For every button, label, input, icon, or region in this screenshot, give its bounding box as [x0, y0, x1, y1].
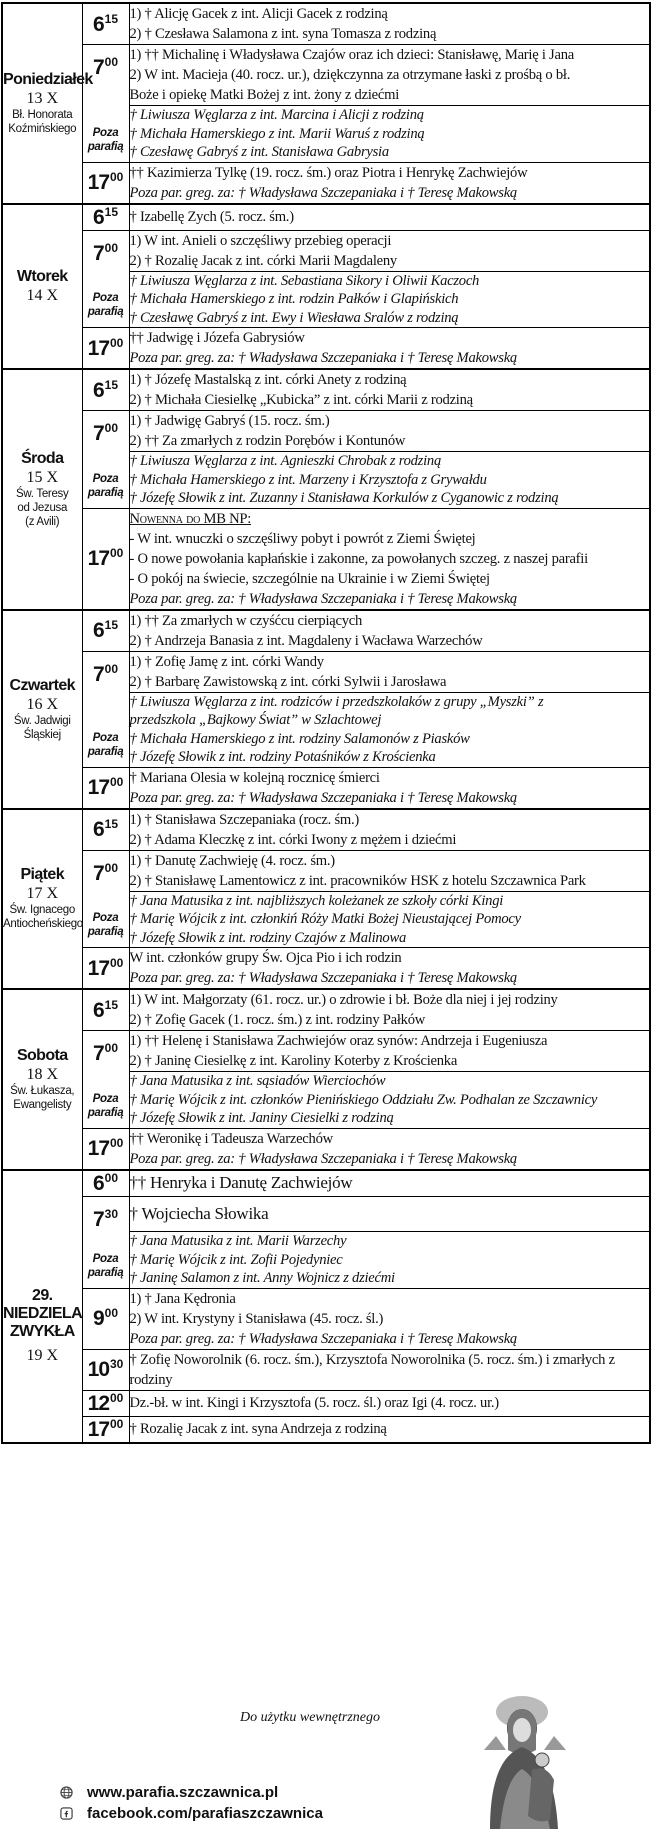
- poza-parafia-label: [82, 891, 129, 948]
- mass-row: [2, 230, 650, 271]
- poza-label-text: parafią: [87, 1106, 124, 1119]
- day-feast: Św. Łukasza,: [10, 1084, 75, 1097]
- intention-line: †† Kazimierza Tylkę (19. rocz. śm.) oraz Piotra i Henrykę Zachwiejów: [129, 164, 528, 181]
- intention-line: † Rozalię Jacak z int. syna Andrzeja z rodziną: [129, 1421, 387, 1437]
- gregorian-mass-note: Poza par. greg. za: † Władysława Szczepaniaka i † Teresę Makowską: [129, 1150, 517, 1167]
- day-feast: Św. Teresy: [16, 487, 69, 500]
- time-hour: 7: [92, 662, 104, 686]
- contact-links: [60, 1782, 323, 1824]
- intention-line: 2) W int. Krystyny i Stanisława (45. rocz. śl.): [129, 1310, 384, 1327]
- mass-time: [82, 369, 129, 411]
- poza-parafia-intentions: [129, 692, 650, 767]
- intention-line: 2) † Andrzeja Banasia z int. Magdaleny i Wacława Warzechów: [129, 632, 483, 649]
- intention-line: W int. członków grupy Św. Ojca Pio i ich rodzin: [129, 950, 402, 966]
- internal-use-note: Do użytku wewnętrznego: [240, 1710, 380, 1725]
- time-hour: 6: [92, 12, 104, 36]
- day-name: Piątek: [20, 866, 65, 884]
- day-name: ZWYKŁA: [9, 1323, 75, 1340]
- intention-line: † Józefę Słowik z int. Janiny Ciesielki z rodziną: [129, 1110, 394, 1126]
- intention-line: † Józefę Słowik z int. rodziny Potaśników z Krościenka: [129, 749, 436, 765]
- day-name: Poniedziałek: [3, 70, 93, 88]
- intention-line: † Michała Hamerskiego z int. rodziny Salamonów z Piasków: [129, 730, 470, 747]
- mass-time: [82, 1416, 129, 1443]
- poza-parafia-row: [2, 692, 650, 767]
- intention-line: 2) † Adama Kleczkę z int. córki Iwony z mężem i dziećmi: [129, 831, 457, 848]
- mass-time: [82, 767, 129, 809]
- day-feast: Św. Ignacego: [9, 904, 75, 917]
- mass-time: [82, 1288, 129, 1349]
- mass-row: [2, 809, 650, 851]
- intention-line: 2) † Zofię Gacek (1. rocz. śm.) z int. rodziny Pałków: [129, 1012, 426, 1028]
- mass-time: [82, 809, 129, 851]
- intention-line: † Liwiusza Węglarza z int. Marcina i Alicji z rodziną: [129, 107, 424, 123]
- intention-line: † Wojciecha Słowika: [129, 1203, 269, 1223]
- mass-time: [82, 230, 129, 271]
- time-minutes: 00: [110, 1390, 124, 1405]
- time-hour: 9: [92, 1307, 104, 1330]
- intention-line: † Marię Wójcik z int. Zofii Pojedyniec: [129, 1251, 343, 1268]
- mass-intentions: [129, 1170, 650, 1197]
- intention-line: † Liwiusza Węglarza z int. rodziców i przedszkolaków z grupy „Myszki” z: [129, 693, 544, 710]
- mass-row: [2, 1416, 650, 1443]
- time-minutes: 30: [104, 1206, 119, 1221]
- intention-line: † Józefę Słowik z int. Zuzanny i Stanisława Korkulów z Cyganowic z rodziną: [129, 490, 559, 506]
- day-date: 13 X: [26, 89, 59, 107]
- time-hour: 7: [92, 861, 104, 885]
- mass-row: [2, 45, 650, 106]
- intention-line: † Michała Hamerskiego z int. Marii Waruś z rodziną: [129, 125, 425, 142]
- poza-label-text: Poza: [92, 731, 119, 744]
- time-hour: 12: [87, 1391, 109, 1415]
- mass-time: [82, 1128, 129, 1170]
- intention-line: † Jana Matusika z int. najbliższych koleżanek ze szkoły córki Kingi: [129, 892, 504, 909]
- time-minutes: 30: [110, 1357, 124, 1371]
- time-minutes: 15: [104, 204, 119, 219]
- day-label: [2, 204, 82, 370]
- day-label: [2, 809, 82, 990]
- time-minutes: 00: [104, 860, 119, 875]
- poza-label-text: parafią: [87, 140, 124, 153]
- mass-time: [82, 3, 129, 45]
- day-label: [2, 1170, 82, 1443]
- mass-schedule-table: [1, 2, 651, 1444]
- mass-intentions: [129, 230, 650, 271]
- gregorian-mass-note: Poza par. greg. za: † Władysława Szczepaniaka i † Teresę Makowską: [129, 590, 517, 607]
- poza-parafia-intentions: [129, 271, 650, 328]
- gregorian-mass-note: Poza par. greg. za: † Władysława Szczepaniaka i † Teresę Makowską: [129, 970, 517, 986]
- intention-line: 1) †† Helenę i Stanisława Zachwiejów oraz synów: Andrzeja i Eugeniusza: [129, 1033, 548, 1049]
- intention-line: 1) †† Za zmarłych w czyśćcu cierpiących: [129, 612, 363, 629]
- intention-line: - O pokój na świecie, szczególnie na Ukrainie i w Ziemi Świętej: [129, 570, 490, 587]
- day-date: 19 X: [26, 1347, 59, 1364]
- time-minutes: 15: [104, 377, 119, 392]
- sunday-number: 29.: [32, 1287, 53, 1304]
- mass-time: [82, 328, 129, 370]
- time-minutes: 00: [110, 170, 124, 184]
- mass-time: [82, 1170, 129, 1197]
- day-label: [2, 369, 82, 610]
- mass-intentions: [129, 767, 650, 809]
- mass-row: [2, 948, 650, 990]
- time-minutes: 00: [110, 775, 124, 789]
- time-hour: 17: [87, 776, 109, 799]
- intention-line: †† Henryka i Danutę Zachwiejów: [129, 1173, 353, 1192]
- intention-line: † Jana Matusika z int. Marii Warzechy: [129, 1233, 347, 1249]
- time-minutes: 00: [110, 1416, 124, 1431]
- time-hour: 6: [92, 205, 104, 229]
- day-name: Sobota: [16, 1046, 68, 1064]
- globe-icon: [60, 1786, 73, 1799]
- mass-time: [82, 162, 129, 204]
- mass-intentions: [129, 1196, 650, 1232]
- time-minutes: 15: [104, 997, 119, 1012]
- mass-intentions: [129, 1349, 650, 1390]
- intention-line: 2) † Stanisławę Lamentowicz z int. pracowników HSK z hotelu Szczawnica Park: [129, 872, 586, 889]
- mass-intentions: [129, 1416, 650, 1443]
- mass-row: [2, 767, 650, 809]
- gregorian-mass-note: Poza par. greg. za: † Władysława Szczepaniaka i † Teresę Makowską: [129, 789, 517, 806]
- intention-line: 1) † Zofię Jamę z int. córki Wandy: [129, 653, 324, 670]
- day-feast: Św. Jadwigi: [13, 714, 71, 727]
- poza-parafia-intentions: [129, 891, 650, 948]
- mass-row: [2, 3, 650, 45]
- intention-line: †† Jadwigę i Józefa Gabrysiów: [129, 330, 305, 346]
- poza-label-text: Poza: [92, 292, 119, 304]
- time-hour: 7: [92, 1042, 104, 1065]
- time-minutes: 15: [104, 11, 119, 26]
- intention-line: †† Weronikę i Tadeusza Warzechów: [129, 1130, 333, 1147]
- intention-line: † Zofię Noworolnik (6. rocz. śm.), Krzysztofa Noworolnika (5. rocz. śm.) i zmarłych z rodziny: [129, 1351, 615, 1388]
- poza-parafia-label: [82, 1232, 129, 1289]
- mass-time: [82, 1031, 129, 1072]
- mass-intentions: [129, 508, 650, 610]
- mass-time: [82, 948, 129, 990]
- intention-line: 1) W int. Anieli o szczęśliwy przebieg operacji: [129, 232, 392, 249]
- intention-line: 2) † Rozalię Jacak z int. córki Marii Magdaleny: [129, 252, 397, 269]
- day-label: [2, 610, 82, 809]
- poza-label-text: parafią: [87, 306, 124, 318]
- intention-line: 2) † Michała Ciesielkę „Kubicka” z int. córki Marii z rodziną: [129, 392, 473, 408]
- mass-row: [2, 1128, 650, 1170]
- intention-line: przedszkola „Bajkowy Świat” w Szlachtowej: [129, 712, 382, 728]
- time-hour: 6: [92, 378, 104, 402]
- mass-row: [2, 1170, 650, 1197]
- mass-intentions: [129, 651, 650, 692]
- mass-intentions: [129, 1031, 650, 1072]
- mass-intentions: [129, 328, 650, 370]
- mass-row: [2, 1288, 650, 1349]
- poza-parafia-intentions: [129, 1232, 650, 1289]
- mass-row: [2, 850, 650, 891]
- intention-line: - W int. wnuczki o szczęśliwy pobyt i powrót z Ziemi Świętej: [129, 530, 476, 547]
- intention-line: Dz.-bł. w int. Kingi i Krzysztofa (5. rocz. śl.) oraz Igi (4. rocz. ur.): [129, 1395, 499, 1411]
- mass-row: [2, 1349, 650, 1390]
- mass-time: [82, 850, 129, 891]
- mass-row: [2, 1196, 650, 1232]
- poza-label-text: Poza: [92, 472, 119, 485]
- poza-parafia-row: [2, 271, 650, 328]
- time-hour: 7: [92, 56, 104, 79]
- facebook-url[interactable]: facebook.com/parafiaszczawnica: [87, 1805, 323, 1822]
- mass-time: [82, 1390, 129, 1416]
- mass-time: [82, 1196, 129, 1232]
- intention-line: 1) † Danutę Zachwieję (4. rocz. śm.): [129, 852, 335, 869]
- religious-icon-image: [470, 1690, 580, 1829]
- intention-line: † Izabellę Zych (5. rocz. śm.): [129, 209, 294, 225]
- intention-line: † Czesławę Gabryś z int. Ewy i Wiesława Sralów z rodziną: [129, 309, 459, 326]
- mass-time: [82, 508, 129, 610]
- day-name: NIEDZIELA: [3, 1305, 83, 1322]
- time-minutes: 15: [104, 618, 119, 632]
- mass-time: [82, 610, 129, 652]
- intention-line: † Liwiusza Węglarza z int. Sebastiana Sikory i Oliwii Kaczoch: [129, 272, 480, 289]
- poza-label-text: Poza: [92, 1252, 119, 1265]
- time-minutes: 00: [104, 1170, 119, 1185]
- day-name: Środa: [21, 449, 64, 467]
- time-hour: 17: [87, 171, 109, 194]
- mass-time: [82, 651, 129, 692]
- mass-row: [2, 610, 650, 652]
- mass-intentions: [129, 3, 650, 45]
- day-date: 17 X: [26, 885, 59, 903]
- time-hour: 7: [92, 241, 104, 265]
- mass-intentions: [129, 45, 650, 106]
- mass-intentions: [129, 1128, 650, 1170]
- poza-label-text: Poza: [92, 912, 119, 924]
- day-date: 18 X: [26, 1065, 59, 1083]
- mass-intentions: [129, 162, 650, 204]
- intention-line: 1) † Józefę Mastalską z int. córki Anety z rodziną: [129, 372, 407, 388]
- intention-line: 2) † Janinę Ciesielkę z int. Karoliny Koterby z Krościenka: [129, 1053, 458, 1069]
- poza-label-text: Poza: [92, 1092, 119, 1105]
- poza-parafia-label: [82, 106, 129, 163]
- time-minutes: 00: [104, 1306, 119, 1320]
- time-minutes: 00: [110, 1136, 124, 1150]
- mass-intentions: [129, 948, 650, 990]
- novena-heading: Nowenna do MB NP:: [129, 510, 252, 527]
- poza-parafia-label: [82, 1072, 129, 1129]
- intention-line: † Michała Hamerskiego z int. rodzin Pałków i Glapińskich: [129, 291, 459, 307]
- website-url[interactable]: www.parafia.szczawnica.pl: [87, 1784, 279, 1801]
- day-label: [2, 3, 93, 204]
- time-hour: 17: [87, 956, 109, 980]
- mass-row: [2, 411, 650, 452]
- gregorian-mass-note: Poza par. greg. za: † Władysława Szczepaniaka i † Teresę Makowską: [129, 184, 517, 201]
- time-hour: 17: [87, 336, 109, 360]
- intention-line: 2) † Barbarę Zawistowską z int. córki Sylwii i Jarosława: [129, 673, 447, 690]
- mass-intentions: [129, 1390, 650, 1416]
- mass-intentions: [129, 411, 650, 452]
- day-feast: od Jezusa: [17, 501, 68, 514]
- day-feast: Bł. Honorata: [12, 108, 73, 121]
- time-hour: 17: [87, 547, 109, 570]
- intention-line: 1) † Alicję Gacek z int. Alicji Gacek z rodziną: [129, 6, 388, 22]
- mass-intentions: [129, 1288, 650, 1349]
- poza-parafia-row: [2, 452, 650, 509]
- poza-parafia-intentions: [129, 106, 650, 163]
- poza-label-text: Poza: [92, 126, 119, 139]
- mass-time: [82, 989, 129, 1031]
- mass-row: [2, 508, 650, 610]
- poza-parafia-label: [82, 271, 129, 328]
- poza-label-text: parafią: [87, 745, 124, 758]
- intention-line: 2) W int. Macieja (40. rocz. ur.), dziękczynna za otrzymane łaski z prośbą o bł.: [129, 67, 571, 83]
- time-minutes: 00: [110, 955, 124, 970]
- mass-intentions: [129, 369, 650, 411]
- intention-line: † Czesławę Gabryś z int. Stanisława Gabrysia: [129, 144, 389, 160]
- day-name: Wtorek: [16, 267, 68, 285]
- intention-line: 2) † Czesława Salamona z int. syna Tomasza z rodziną: [129, 26, 437, 42]
- day-feast: Koźmińskiego: [8, 122, 77, 135]
- facebook-link[interactable]: [60, 1803, 323, 1824]
- time-hour: 17: [87, 1137, 109, 1160]
- mass-intentions: [129, 204, 650, 231]
- time-minutes: 00: [104, 55, 119, 69]
- mass-row: [2, 162, 650, 204]
- poza-parafia-row: [2, 1232, 650, 1289]
- time-hour: 6: [92, 1171, 104, 1195]
- day-date: 14 X: [26, 286, 59, 304]
- footer: [0, 1690, 653, 1829]
- facebook-icon: [60, 1807, 73, 1820]
- intention-line: - O nowe powołania kapłańskie i zakonne, za powołanych szczeg. z naszej parafii: [129, 550, 588, 567]
- mass-time: [82, 204, 129, 231]
- mass-row: [2, 1031, 650, 1072]
- poza-parafia-intentions: [129, 452, 650, 509]
- poza-label-text: parafią: [87, 926, 124, 938]
- day-label: [2, 989, 82, 1170]
- day-feast: (z Avili): [25, 515, 60, 528]
- time-hour: 17: [87, 1417, 109, 1441]
- poza-parafia-row: [2, 1072, 650, 1129]
- day-date: 16 X: [26, 695, 59, 713]
- intention-line: † Janinę Salamon z int. Anny Wojnicz z dziećmi: [129, 1270, 395, 1286]
- poza-parafia-label: [82, 452, 129, 509]
- intention-line: † Marię Wójcik z int. członków Pienińskiego Oddziału Zw. Podhalan ze Szczawnicy: [129, 1091, 598, 1108]
- intention-line: 2) †† Za zmarłych z rodzin Porębów i Kontunów: [129, 433, 406, 449]
- intention-line: † Michała Hamerskiego z int. Marzeny i Krzysztofa z Grywałdu: [129, 471, 487, 488]
- mass-row: [2, 204, 650, 231]
- mass-intentions: [129, 610, 650, 652]
- mass-intentions: [129, 989, 650, 1031]
- time-hour: 6: [92, 619, 104, 642]
- time-hour: 7: [92, 1207, 104, 1231]
- poza-label-text: parafią: [87, 486, 124, 499]
- mass-row: [2, 989, 650, 1031]
- time-minutes: 00: [104, 661, 119, 676]
- intention-line: 1) † Jadwigę Gabryś (15. rocz. śm.): [129, 413, 330, 429]
- mass-intentions: [129, 809, 650, 851]
- mass-time: [82, 1349, 129, 1390]
- intention-line: Boże i opiekę Matki Bożej z int. żony z dziećmi: [129, 87, 399, 103]
- mass-intentions: [129, 850, 650, 891]
- intention-line: † Jana Matusika z int. sąsiadów Wierciochów: [129, 1073, 386, 1089]
- mass-row: [2, 369, 650, 411]
- mass-time: [82, 411, 129, 452]
- intention-line: † Liwiusza Węglarza z int. Agnieszki Chrobak z rodziną: [129, 453, 442, 469]
- intention-line: 1) †† Michalinę i Władysława Czajów oraz ich dzieci: Stanisławę, Marię i Jana: [129, 47, 574, 63]
- intention-line: † Mariana Olesia w kolejną rocznicę śmierci: [129, 769, 380, 786]
- time-minutes: 00: [110, 546, 124, 560]
- intention-line: † Marię Wójcik z int. członkiń Róży Matki Bożej Nieustającej Pomocy: [129, 911, 521, 927]
- poza-parafia-row: [2, 106, 650, 163]
- day-name: Czwartek: [9, 676, 75, 694]
- time-hour: 6: [92, 998, 104, 1022]
- gregorian-mass-note: Poza par. greg. za: † Władysława Szczepaniaka i † Teresę Makowską: [129, 1330, 517, 1347]
- intention-line: 1) † Stanisława Szczepaniaka (rocz. śm.): [129, 811, 359, 828]
- time-hour: 7: [92, 422, 104, 445]
- day-feast: Śląskiej: [23, 728, 61, 741]
- time-minutes: 00: [104, 1041, 119, 1055]
- time-minutes: 15: [104, 817, 119, 831]
- mass-row: [2, 328, 650, 370]
- intention-line: 1) W int. Małgorzaty (61. rocz. ur.) o zdrowie i bł. Boże dla niej i jej rodziny: [129, 992, 558, 1008]
- time-minutes: 00: [104, 240, 119, 255]
- time-minutes: 00: [104, 421, 119, 435]
- time-minutes: 00: [110, 335, 124, 350]
- mass-row: [2, 1390, 650, 1416]
- intention-line: 1) † Jana Kędronia: [129, 1290, 236, 1307]
- time-hour: 10: [87, 1358, 109, 1381]
- day-feast: Ewangelisty: [13, 1098, 72, 1111]
- day-feast: Antiocheńskiego: [3, 918, 83, 931]
- day-date: 15 X: [26, 468, 59, 486]
- poza-parafia-row: [2, 891, 650, 948]
- poza-parafia-intentions: [129, 1072, 650, 1129]
- gregorian-mass-note: Poza par. greg. za: † Władysława Szczepaniaka i † Teresę Makowską: [129, 350, 517, 366]
- time-hour: 6: [92, 818, 104, 841]
- mass-row: [2, 651, 650, 692]
- website-link[interactable]: [60, 1782, 323, 1803]
- poza-label-text: parafią: [87, 1266, 124, 1279]
- intention-line: † Józefę Słowik z int. rodziny Czajów z Malinowa: [129, 929, 406, 946]
- poza-parafia-label: [82, 692, 129, 767]
